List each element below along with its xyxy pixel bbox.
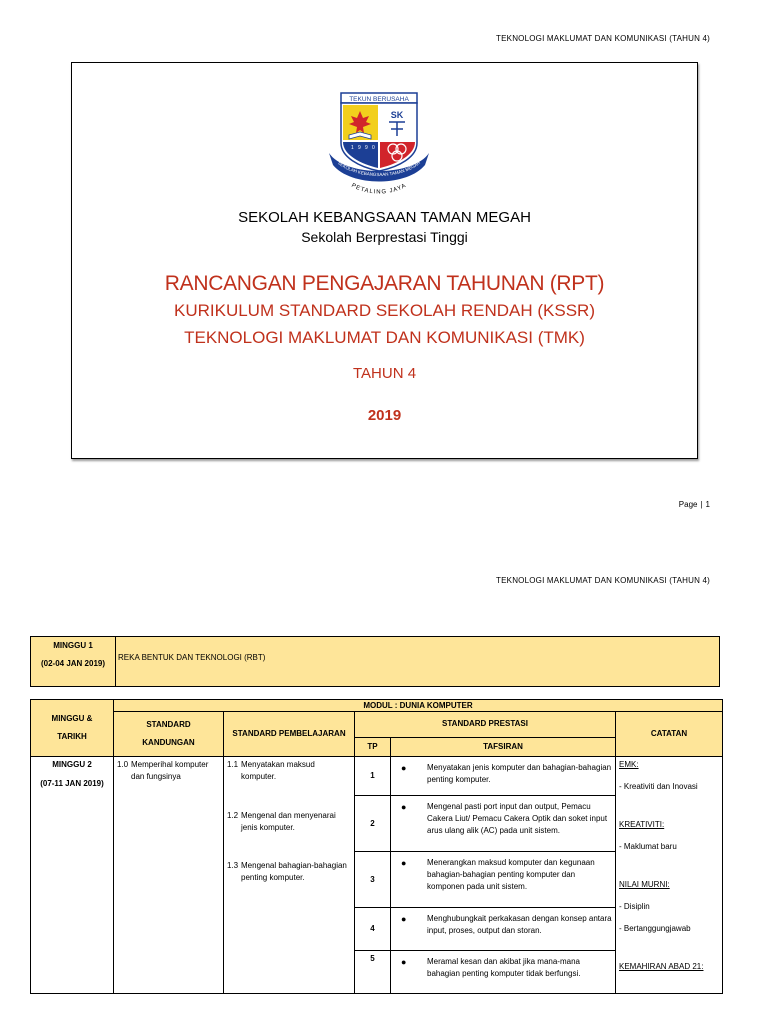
catatan-item: - Maklumat baru bbox=[619, 842, 677, 851]
catatan-item: - Kreativiti dan Inovasi bbox=[619, 782, 698, 791]
week1-topic: REKA BENTUK DAN TEKNOLOGI (RBT) bbox=[116, 637, 720, 687]
sp-number: 1.3 bbox=[227, 861, 239, 870]
sk-header-line1: STANDARD bbox=[146, 720, 191, 729]
tafsiran-text: Menerangkan maksud komputer dan kegunaan bahagian-bahagian penting komputer dan komponen pada unit sistem. bbox=[427, 858, 595, 891]
page2-header: TEKNOLOGI MAKLUMAT DAN KOMUNIKASI (TAHUN 4) bbox=[496, 576, 710, 585]
tafsiran-header: TAFSIRAN bbox=[391, 737, 616, 756]
week1-cell bbox=[31, 637, 116, 687]
sp-text: Mengenal dan menyenarai jenis komputer. bbox=[241, 811, 336, 832]
sp-text: Menyatakan maksud komputer. bbox=[241, 760, 315, 781]
tp-header: TP bbox=[355, 737, 391, 756]
svg-text:0: 0 bbox=[372, 145, 375, 151]
sp-number: 1.1 bbox=[227, 760, 239, 769]
page-number: 1 bbox=[705, 500, 710, 509]
tafsiran-text: Mengenal pasti port input dan output, Pemacu Cakera Liut/ Pemacu Cakera Optik dan soket input arus ulang alik (AC) pada unit sistem. bbox=[427, 802, 608, 835]
svg-text:SEKOLAH KEBANGSAAN TAMAN MEGAH: SEKOLAH KEBANGSAAN TAMAN MEGAH bbox=[336, 160, 422, 178]
minggu-header-label: MINGGU & bbox=[51, 714, 93, 723]
catatan-heading: KREATIVITI: bbox=[619, 820, 665, 829]
sp-number: 1.2 bbox=[227, 811, 239, 820]
tafsiran-cell bbox=[391, 757, 616, 796]
catatan-heading: EMK: bbox=[619, 760, 639, 769]
tafsiran-cell bbox=[391, 908, 616, 951]
bullet-icon: ● bbox=[401, 914, 407, 924]
sp-item bbox=[227, 810, 350, 834]
svg-text:9: 9 bbox=[358, 145, 361, 151]
week2-dates: (07-11 JAN 2019) bbox=[40, 779, 104, 788]
tp-cell: 5 bbox=[355, 951, 391, 994]
tafsiran-cell bbox=[391, 796, 616, 852]
sp-item bbox=[227, 860, 350, 884]
sp-item bbox=[227, 759, 350, 783]
grade-label: TAHUN 4 bbox=[352, 365, 417, 382]
page-header: TEKNOLOGI MAKLUMAT DAN KOMUNIKASI (TAHUN 4) bbox=[496, 34, 710, 43]
curriculum-title: KURIKULUM STANDARD SEKOLAH RENDAH (KSSR) bbox=[174, 301, 595, 320]
catatan-heading: KEMAHIRAN ABAD 21: bbox=[619, 962, 704, 971]
school-motto: Sekolah Berprestasi Tinggi bbox=[301, 229, 468, 245]
tafsiran-text: Menghubungkait perkakasan dengan konsep antara input, proses, output dan storan. bbox=[427, 914, 612, 935]
standard-kandungan-header bbox=[114, 712, 224, 757]
tp-cell: 2 bbox=[355, 796, 391, 852]
school-name: SEKOLAH KEBANGSAAN TAMAN MEGAH bbox=[238, 209, 531, 226]
tp-cell: 4 bbox=[355, 908, 391, 951]
bullet-icon: ● bbox=[401, 957, 407, 967]
modul-header: MODUL : DUNIA KOMPUTER bbox=[114, 700, 723, 712]
standard-kandungan-cell bbox=[114, 757, 224, 994]
year-label: 2019 bbox=[367, 407, 402, 424]
bullet-icon: ● bbox=[401, 802, 407, 812]
svg-text:TEKUN BERUSAHA: TEKUN BERUSAHA bbox=[349, 96, 409, 103]
cover-frame bbox=[71, 62, 698, 459]
school-crest-logo bbox=[327, 91, 431, 201]
minggu-tarikh-header bbox=[31, 700, 114, 757]
sk-number: 1.0 bbox=[117, 760, 129, 769]
week1-dates: (02-04 JAN 2019) bbox=[40, 659, 106, 668]
bullet-icon: ● bbox=[401, 858, 407, 868]
tafsiran-text: Menyatakan jenis komputer dan bahagian-bahagian penting komputer. bbox=[427, 763, 612, 784]
catatan-heading: NILAI MURNI: bbox=[619, 880, 670, 889]
svg-text:SK: SK bbox=[390, 110, 404, 120]
page-separator: | bbox=[700, 500, 703, 509]
week2-cell bbox=[31, 757, 114, 994]
week2-label: MINGGU 2 bbox=[52, 760, 92, 769]
catatan-header: CATATAN bbox=[616, 712, 723, 757]
svg-text:PETALING JAYA: PETALING JAYA bbox=[350, 182, 408, 196]
document-title: RANCANGAN PENGAJARAN TAHUNAN (RPT) bbox=[164, 272, 605, 295]
svg-text:9: 9 bbox=[365, 145, 368, 151]
tafsiran-cell bbox=[391, 852, 616, 908]
sp-text: Mengenal bahagian-bahagian penting komputer. bbox=[241, 861, 347, 882]
catatan-cell bbox=[616, 757, 723, 994]
tarikh-header-label: TARIKH bbox=[57, 732, 87, 741]
subject-title: TEKNOLOGI MAKLUMAT DAN KOMUNIKASI (TMK) bbox=[184, 328, 585, 347]
standard-pembelajaran-header: STANDARD PEMBELAJARAN bbox=[224, 712, 355, 757]
tafsiran-cell bbox=[391, 951, 616, 994]
svg-text:1: 1 bbox=[351, 145, 354, 151]
sk-header-line2: KANDUNGAN bbox=[142, 738, 195, 747]
standard-pembelajaran-cell bbox=[224, 757, 355, 994]
bullet-icon: ● bbox=[401, 763, 407, 773]
catatan-item: - Bertanggungjawab bbox=[619, 924, 691, 933]
sk-text: Memperihal komputer dan fungsinya bbox=[131, 760, 209, 781]
syllabus-table bbox=[30, 699, 723, 994]
catatan-item: - Disiplin bbox=[619, 902, 650, 911]
page-number-footer bbox=[679, 500, 710, 509]
tp-cell: 3 bbox=[355, 852, 391, 908]
tp-cell: 1 bbox=[355, 757, 391, 796]
page-label: Page bbox=[678, 500, 698, 509]
week1-label: MINGGU 1 bbox=[53, 641, 93, 650]
week1-table bbox=[30, 636, 720, 687]
tafsiran-text: Meramal kesan dan akibat jika mana-mana bahagian penting komputer tidak berfungsi. bbox=[427, 957, 581, 978]
standard-prestasi-header: STANDARD PRESTASI bbox=[355, 712, 616, 738]
